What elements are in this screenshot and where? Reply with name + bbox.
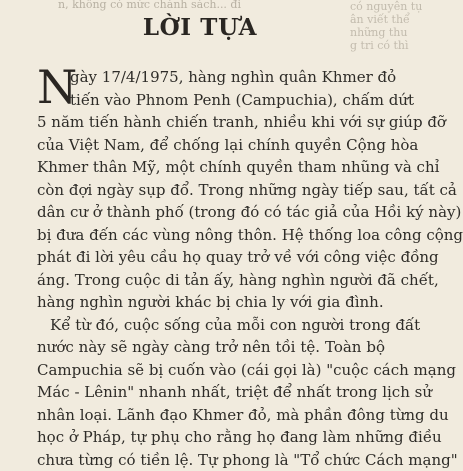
text-line: Kể từ đó, cuộc sống của mỗi con người trong đất xyxy=(37,314,385,337)
text-line: 5 năm tiến hành chiến tranh, nhiều khi với sự giúp đỡ xyxy=(37,111,385,134)
text-line: còn đợi ngày sụp đổ. Trong những ngày tiếp sau, tất cả xyxy=(37,179,385,202)
drop-cap: N xyxy=(37,64,77,110)
text-line: Campuchia sẽ bị cuốn vào (cái gọi là) "cuộc cách mạng xyxy=(37,359,385,382)
text-line: gày 17/4/1975, hàng nghìn quân Khmer đỏ xyxy=(37,66,385,89)
text-line: bị đưa đến các vùng nông thôn. Hệ thống loa công cộng xyxy=(37,224,385,247)
text-line: phát đi lời yêu cầu họ quay trở về với công việc đồng xyxy=(37,246,385,269)
text-line: dân cư ở thành phố (trong đó có tác giả của Hồi ký này) xyxy=(37,201,385,224)
page-title: LỜI TỰA xyxy=(0,14,400,41)
bleed-line: g tri có thì xyxy=(350,39,400,52)
bleed-line: ân viết thể xyxy=(350,13,400,26)
text-line: áng. Trong cuộc di tản ấy, hàng nghìn người đã chết, xyxy=(37,269,385,292)
bleed-line: có nguyên tụ xyxy=(350,0,400,13)
bleed-line: những thu xyxy=(350,26,400,39)
text-line: nước này sẽ ngày càng trở nên tồi tệ. Toàn bộ xyxy=(37,336,385,359)
text-line: chưa từng có tiền lệ. Tự phong là "Tổ chức Cách mạng" xyxy=(37,449,385,471)
text-line: hàng nghìn người khác bị chia ly với gia đình. xyxy=(37,291,385,314)
preface-body xyxy=(37,66,385,471)
text-line: Mác - Lênin" nhanh nhất, triệt để nhất trong lịch sử xyxy=(37,381,385,404)
text-line: tiến vào Phnom Penh (Campuchia), chấm dứt xyxy=(37,89,385,112)
text-line: Khmer thân Mỹ, một chính quyền tham nhũng và chỉ xyxy=(37,156,385,179)
text-line: nhân loại. Lãnh đạo Khmer đỏ, mà phần đông từng du xyxy=(37,404,385,427)
text-line: của Việt Nam, để chống lại chính quyền Cộng hòa xyxy=(37,134,385,157)
text-line: học ở Pháp, tự phụ cho rằng họ đang làm những điều xyxy=(37,426,385,449)
bleed-through-text-top: n, không có mức chánh sách... đi xyxy=(58,0,298,10)
